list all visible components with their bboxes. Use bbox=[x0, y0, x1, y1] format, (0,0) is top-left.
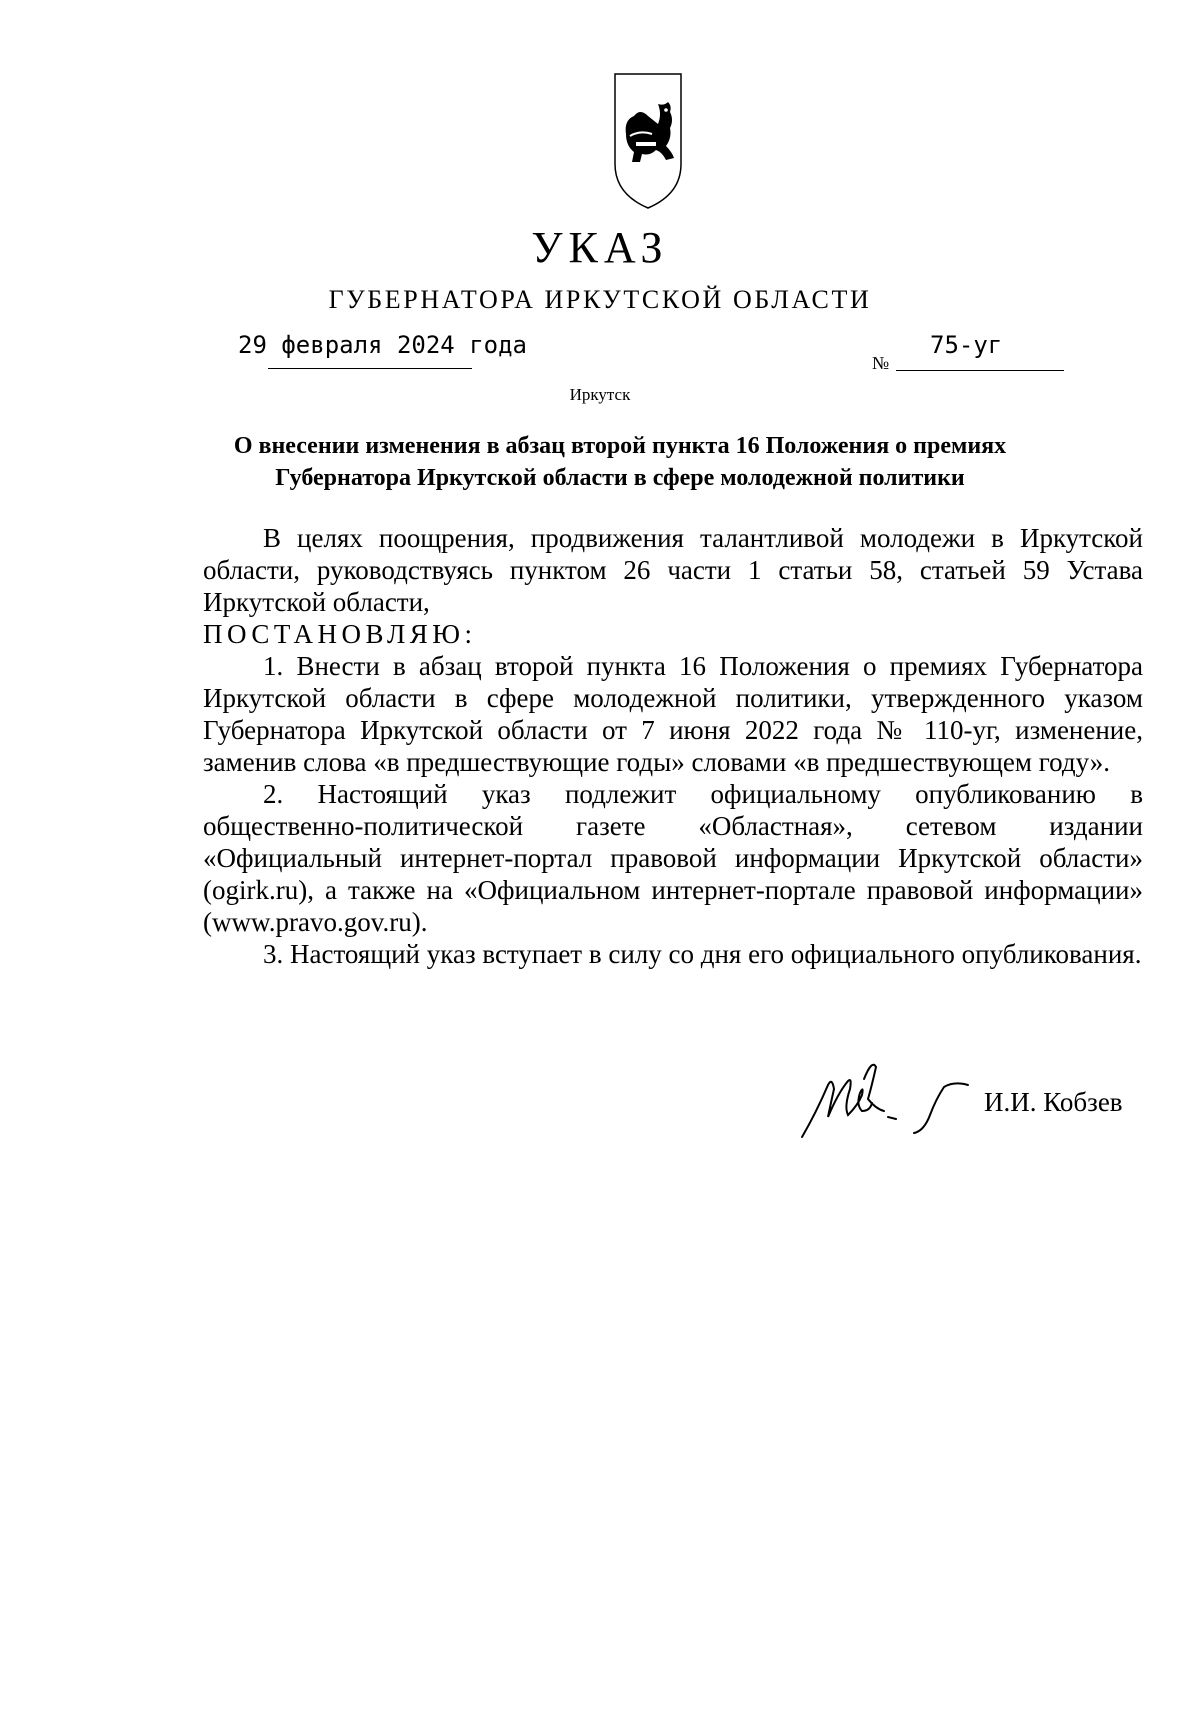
document-type-title: УКАЗ bbox=[531, 223, 669, 272]
preamble-paragraph: В целях поощрения, продвижения талантливой молодежи в Иркутской области, руководствуясь пунктом 26 части 1 статьи 58, статьей 59 Устава Иркутской области, bbox=[203, 523, 1143, 617]
document-body bbox=[203, 522, 1143, 970]
signature-icon bbox=[798, 1055, 988, 1140]
document-date: 29 февраля 2024 года bbox=[238, 331, 527, 359]
heading-line-1: О внесении изменения в абзац второй пункта 16 Положения о премиях bbox=[233, 433, 1007, 459]
item-3-paragraph: 3. Настоящий указ вступает в силу со дня его официального опубликования. bbox=[263, 939, 1142, 969]
city-label: Иркутск bbox=[569, 385, 631, 404]
heading-line-2: Губернатора Иркутской области в сфере молодежной политики bbox=[275, 465, 965, 491]
number-underline bbox=[896, 370, 1064, 371]
item-2-paragraph: 2. Настоящий указ подлежит официальному опубликованию в общественно-политической газете «Областная», сетевом издании «Официальный интернет-портал правовой информации Иркутской области» (ogirk.ru), а также на «Официальном интернет-портале правовой информации» (www.pravo.gov.ru). bbox=[203, 779, 1143, 937]
document-number: 75-уг bbox=[930, 331, 1003, 359]
coat-of-arms-icon bbox=[612, 72, 684, 210]
document-heading bbox=[180, 430, 1060, 494]
number-sign: № bbox=[872, 353, 890, 373]
resolve-keyword: ПОСТАНОВЛЯЮ: bbox=[203, 619, 477, 649]
date-underline bbox=[268, 368, 472, 369]
item-1-paragraph: 1. Внести в абзац второй пункта 16 Положения о премиях Губернатора Иркутской области в сфере молодежной политики, утвержденного указом Губернатора Иркутской области от 7 июня 2022 года № 110-уг, изменение, заменив слова «в предшествующие годы» словами «в предшествующем году». bbox=[203, 651, 1143, 777]
issuer-subtitle: ГУБЕРНАТОРА ИРКУТСКОЙ ОБЛАСТИ bbox=[328, 285, 872, 314]
signer-name: И.И. Кобзев bbox=[984, 1087, 1123, 1117]
